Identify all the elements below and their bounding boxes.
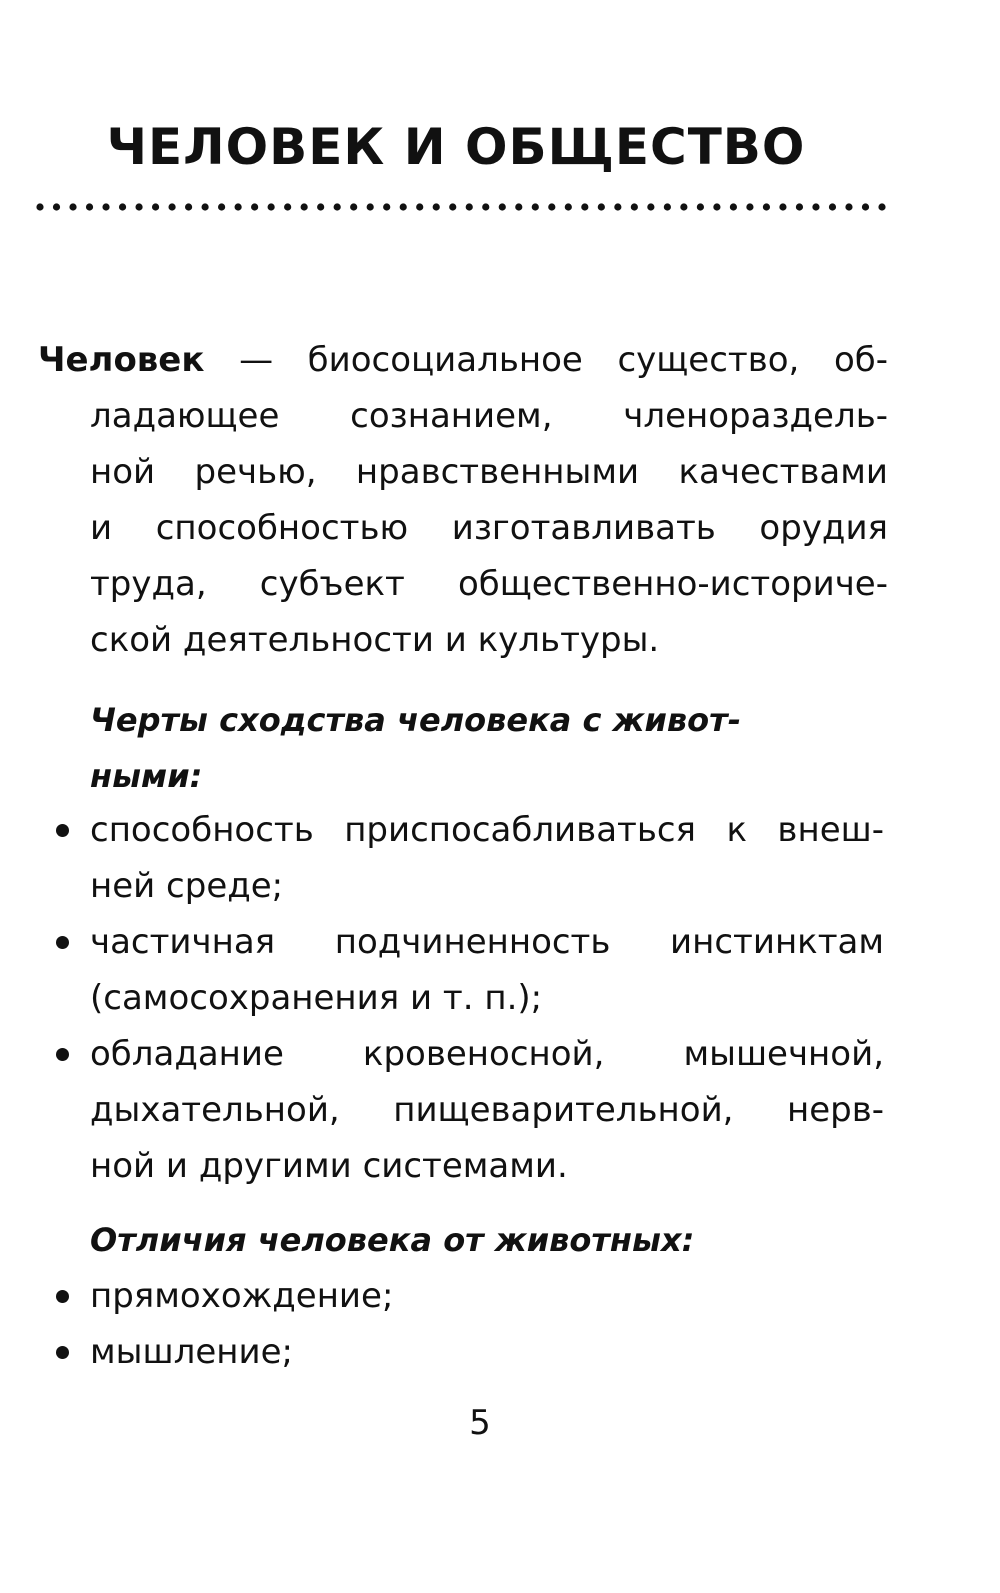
bullet-icon xyxy=(56,1048,69,1061)
bullet-icon xyxy=(56,1346,69,1359)
differences-list xyxy=(54,1268,884,1380)
divider-dot xyxy=(284,203,291,210)
list-item-line: дыхательной, пищеварительной, нерв- xyxy=(90,1090,884,1130)
divider-dot xyxy=(433,203,440,210)
list-item xyxy=(54,1324,884,1380)
divider-dot xyxy=(548,203,555,210)
divider-dot xyxy=(268,203,275,210)
divider-dot xyxy=(416,203,423,210)
divider-dot xyxy=(466,203,473,210)
divider-dot xyxy=(152,203,159,210)
divider-dot xyxy=(449,203,456,210)
divider-dot xyxy=(697,203,704,210)
bullet-icon xyxy=(56,936,69,949)
list-item-line: обладание кровеносной, мышечной, xyxy=(90,1034,884,1074)
divider-dot xyxy=(86,203,93,210)
divider-dot xyxy=(201,203,208,210)
list-item-line: способность приспосабливаться к внеш- xyxy=(90,810,884,850)
chapter-title: ЧЕЛОВЕК И ОБЩЕСТВО xyxy=(106,118,806,176)
divider-dot xyxy=(532,203,539,210)
divider-dot xyxy=(168,203,175,210)
divider-dot xyxy=(796,203,803,210)
divider-dot xyxy=(829,203,836,210)
divider-dot xyxy=(317,203,324,210)
similarities-heading-line-1: Черты сходства человека с живот- xyxy=(90,701,741,739)
list-item xyxy=(54,1026,884,1194)
definition-paragraph xyxy=(38,332,888,668)
list-item-line: ней среде; xyxy=(90,866,284,906)
definition-line-4: и способностью изготавливать орудия xyxy=(90,508,888,548)
divider-dot xyxy=(581,203,588,210)
similarities-list xyxy=(54,802,884,1194)
list-item-line: прямохождение; xyxy=(90,1276,394,1316)
list-item-line: мышление; xyxy=(90,1332,293,1372)
definition-line-1 xyxy=(38,332,888,388)
similarities-heading xyxy=(90,692,870,804)
definition-term: Человек xyxy=(38,340,205,380)
definition-line-5: труда, субъект общественно-историче- xyxy=(90,564,888,604)
divider-dot xyxy=(482,203,489,210)
divider-dot xyxy=(400,203,407,210)
divider-dot xyxy=(235,203,242,210)
divider-dot xyxy=(69,203,76,210)
bullet-icon xyxy=(56,824,69,837)
divider-dot xyxy=(812,203,819,210)
divider-dot xyxy=(565,203,572,210)
similarities-heading-line-2: ными: xyxy=(90,757,203,795)
bullet-icon xyxy=(56,1290,69,1303)
divider-dot xyxy=(713,203,720,210)
divider-dot xyxy=(185,203,192,210)
divider-dot xyxy=(334,203,341,210)
divider-dot xyxy=(499,203,506,210)
divider-dot xyxy=(53,203,60,210)
divider-dot xyxy=(631,203,638,210)
divider-dot xyxy=(515,203,522,210)
divider-dot xyxy=(779,203,786,210)
divider-dot xyxy=(598,203,605,210)
divider-dot xyxy=(119,203,126,210)
definition-line-3: ной речью, нравственными качествами xyxy=(90,452,888,492)
divider-dot xyxy=(647,203,654,210)
divider-dot xyxy=(135,203,142,210)
dotted-divider xyxy=(36,202,886,212)
divider-dot xyxy=(680,203,687,210)
divider-dot xyxy=(367,203,374,210)
differences-heading: Отличия человека от животных: xyxy=(90,1221,695,1259)
divider-dot xyxy=(251,203,258,210)
divider-dot xyxy=(301,203,308,210)
list-item-line: (самосохранения и т. п.); xyxy=(90,978,543,1018)
divider-dot xyxy=(218,203,225,210)
list-item xyxy=(54,914,884,1026)
divider-dot xyxy=(746,203,753,210)
list-item-line: частичная подчиненность инстинктам xyxy=(90,922,884,962)
divider-dot xyxy=(102,203,109,210)
divider-dot xyxy=(350,203,357,210)
page-number: 5 xyxy=(469,1403,491,1443)
list-item-line: ной и другими системами. xyxy=(90,1146,568,1186)
divider-dot xyxy=(614,203,621,210)
list-item xyxy=(54,802,884,914)
list-item xyxy=(54,1268,884,1324)
definition-line-2: ладающее сознанием, членораздель- xyxy=(90,396,888,436)
divider-dot xyxy=(664,203,671,210)
divider-dot xyxy=(36,203,43,210)
divider-dot xyxy=(878,203,885,210)
divider-dot xyxy=(862,203,869,210)
definition-line-6: ской деятельности и культуры. xyxy=(90,620,660,660)
divider-dot xyxy=(383,203,390,210)
divider-dot xyxy=(730,203,737,210)
definition-text-1: — биосоциальное существо, об- xyxy=(204,340,888,380)
divider-dot xyxy=(845,203,852,210)
divider-dot xyxy=(763,203,770,210)
